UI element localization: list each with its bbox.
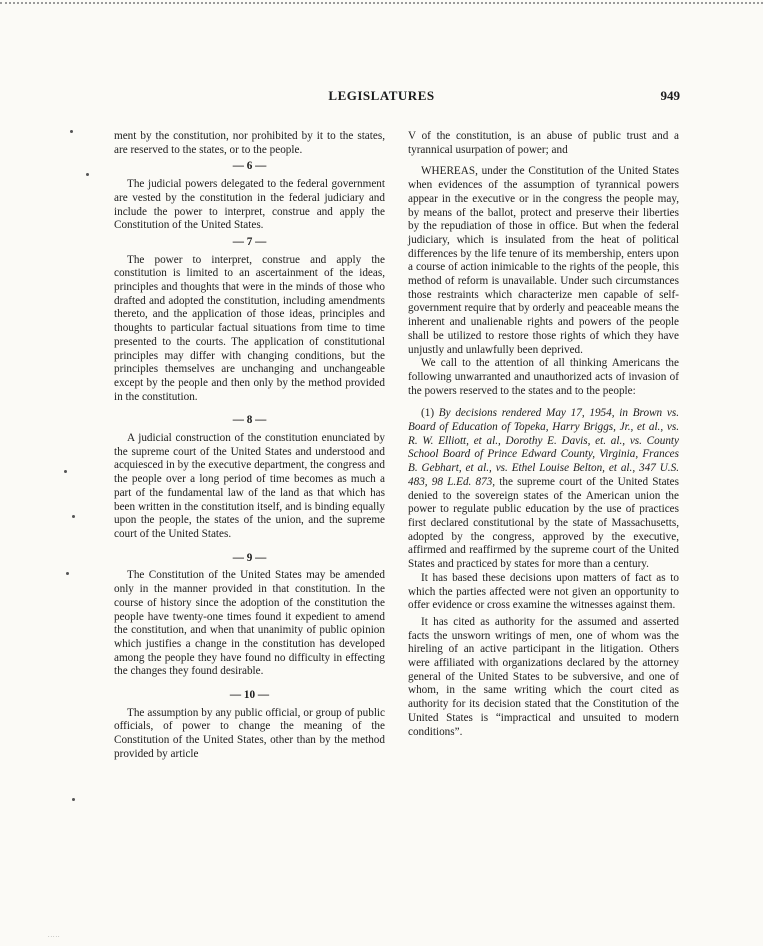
section-10-heading: — 10 —: [229, 689, 270, 702]
call-to-attention-paragraph: We call to the attention of all thinking Americans the following unwarranted and unauthorized acts of invasion of the powers reserved to the states and to the people:: [408, 357, 679, 397]
section-9-text: The Constitution of the United States may be amended only in the manner provided in that constitution. In the course of history since the adoption of the constitution the people have twenty-one times found it expedient to amend the constitution, and when that unanimity of public opinion which justifies a change in the constitution has developed among the people they have found no difficulty in effecting the changes they found desirable.: [114, 569, 385, 678]
section-8-heading: — 8 —: [232, 414, 267, 427]
whereas-paragraph: WHEREAS, under the Constitution of the United States when evidences of the assumption of tyrannical powers appear in the executive or in the congress the people may, by means of the ballot, protect and preserve their liberties by the repudiation of those in office. But when the federal judiciary, which is insulated from the heat of political differences by the life tenure of its membership, enters upon a course of action inimicable to the rights of the people, this method of reform is unavailable. Under such circumstances those restraints which characterize men capable of self-government require that by orderly and peaceable means the inherent and unalienable rights and powers of the people shall be utilized to restore those rights of which they have unjustly and unlawfully been deprived.: [408, 165, 679, 356]
cited-authority-paragraph: It has cited as authority for the assumed and asserted facts the unsworn writings of men, one of whom was the hireling of an active participant in the litigation. Others were affiliated with organizations declared by the attorney general of the United States to be subversive, and one of whom, in the same writing which the court cited as authority for its decision stated that the Constitution of the United States is “impractical and unsuited to modern conditions”.: [408, 615, 679, 738]
left-column: [114, 130, 385, 762]
scan-speck: [72, 515, 75, 518]
item-1-paragraph: [408, 407, 679, 571]
intro-paragraph: ment by the constitution, nor prohibited by it to the states, are reserved to the states, or to the people.: [114, 130, 385, 156]
scan-speck: [64, 470, 67, 473]
section-9-heading: — 9 —: [232, 551, 267, 564]
scan-speck: [66, 572, 69, 575]
running-head: LEGISLATURES: [328, 88, 435, 103]
page-header: [0, 88, 763, 108]
item-1-case-citation: By decisions rendered May 17, 1954, in Brown vs. Board of Education of Topeka, Harry Briggs, Jr., et al., vs. R. W. Elliott, et al., Dorothy E. Davis, et. al., vs. County School Board of Prince Edward County, Virginia, Frances B. Gebhart, et al., vs. Ethel Louise Belton, et al., 347 U.S. 483, 98 L.Ed. 873,: [408, 407, 680, 488]
section-6-text: The judicial powers delegated to the federal government are vested by the constitution in the federal judiciary and include the power to interpret, construe and apply the Constitution of the United States.: [114, 178, 385, 232]
based-decisions-paragraph: It has based these decisions upon matters of fact as to which the parties affected were not given an opportunity to offer evidence or cross examine the witnesses against them.: [408, 571, 679, 612]
page-number: 949: [660, 88, 680, 103]
right-column: [408, 130, 679, 739]
scan-speck: [70, 130, 73, 133]
section-10-text: The assumption by any public official, or group of public officials, of power to change the meaning of the Constitution of the United States, other than by the method provided by article: [114, 706, 385, 760]
footer-scan-mark: .....: [48, 933, 61, 939]
scan-speck: [72, 798, 75, 801]
section-8-text: A judicial construction of the constitution enunciated by the supreme court of the United States and understood and acquiesced in by the executive department, the congress and the people over a long period of time becomes as much a part of the fundamental law of the land as that which has been written in the constitution itself, and is binding equally upon the people, the states of the union, and the supreme court of the United States.: [114, 432, 385, 540]
continuation-paragraph: V of the constitution, is an abuse of public trust and a tyrannical usurpation of power; and: [408, 130, 679, 156]
section-7-text: The power to interpret, construe and apply the constitution is limited to an ascertainment of the ideas, principles and thoughts that were in the minds of those who drafted and adopted the constitution, including amendments thereto, and the application of those ideas, principles and thoughts to particular factual situations from time to time presented to the courts. The application of constitutional principles may differ with changing conditions, but the principles themselves are unchanging and unchangeable except by the people and then only by the method provided in the constitution.: [114, 253, 385, 403]
item-1-lead: (1): [421, 407, 439, 420]
top-perforation-border: [0, 2, 763, 4]
section-6-heading: — 6 —: [232, 160, 267, 173]
section-7-heading: — 7 —: [232, 235, 267, 248]
scan-speck: [86, 173, 89, 176]
item-1-body: the supreme court of the United States denied to the sovereign states of the American union the power to regulate public education by the use of practices first declared constitutional by the state of Massachusetts, adopted by the congress, approved by the executive, affirmed and reaffirmed by the supreme court of the United States and practiced by states for more than a century.: [408, 475, 679, 571]
